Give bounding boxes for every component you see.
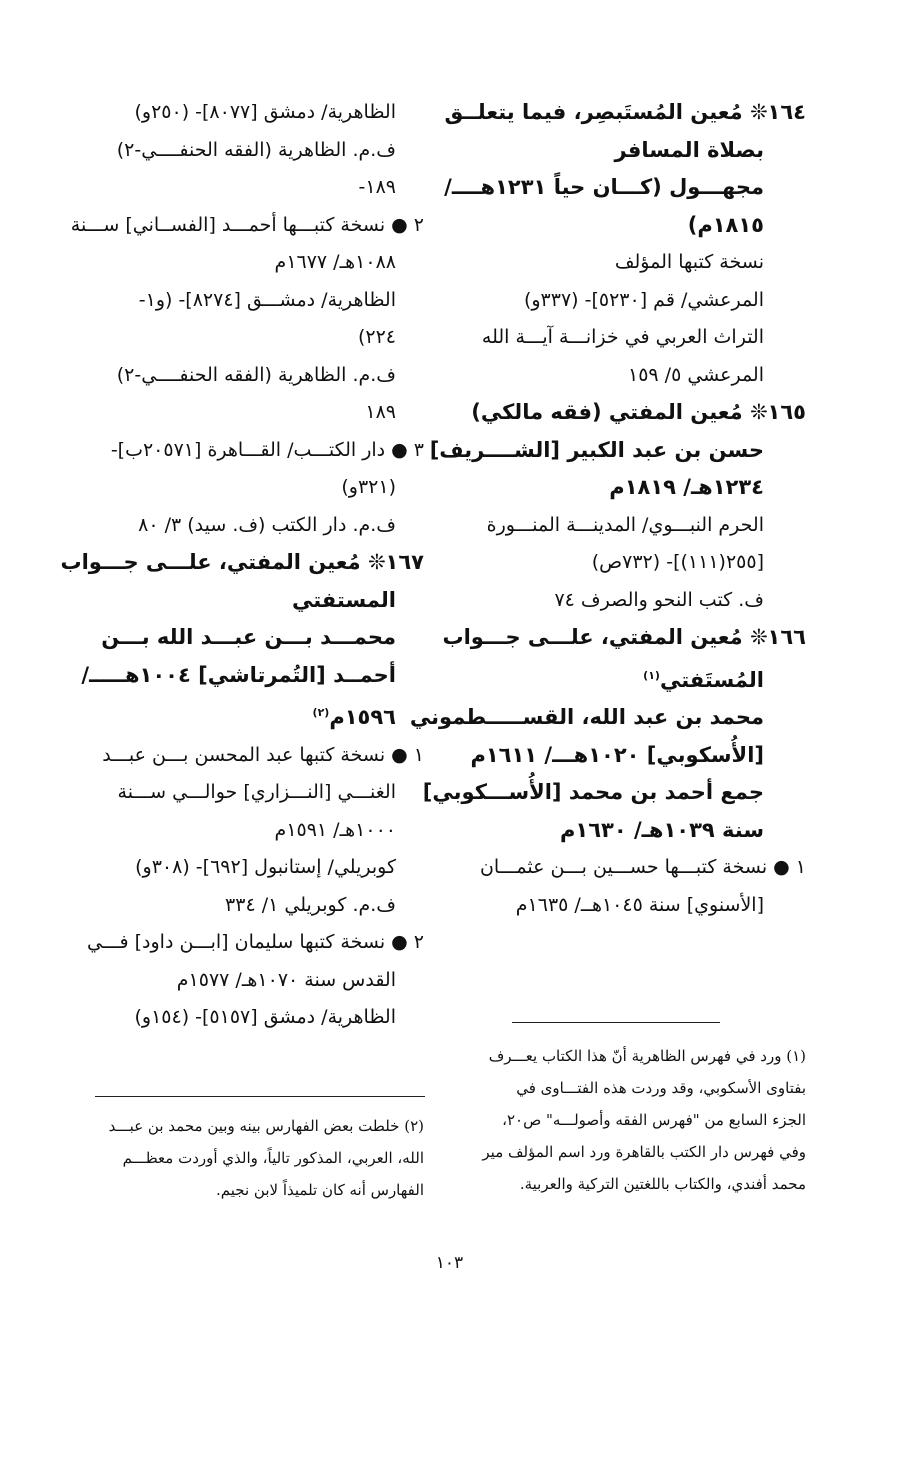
- entry-author-date: ١٢٣٤هـ/ ١٨١٩م: [609, 475, 764, 499]
- footnote-line: الله، العربي، المذكور تالياً، والذي أوردت معظـــم: [122, 1149, 424, 1167]
- manuscript-item-continued: الغنـــي [النـــزاري] حوالـــي ســـنة: [117, 781, 396, 803]
- entry-author-date: [84, 694, 424, 737]
- entry-heading-164: ١٦٤❊ مُعين المُستَبصِر، فيما يتعلــق: [444, 100, 806, 124]
- catalog-reference-continued: ١٨٩-: [358, 176, 396, 198]
- footnote-line: وفي فهرس دار الكتب بالقاهرة ورد اسم المؤلف مير: [482, 1143, 806, 1161]
- library-location-continued: [٢٥٥(١١١)]- (٧٣٢ص): [591, 551, 764, 573]
- library-location: الحرم النبـــوي/ المدينـــة المنـــورة: [486, 513, 764, 536]
- footnote-separator-right: [512, 1022, 720, 1023]
- library-location: الظاهرية/ دمشـــق [٨٢٧٤]- (و١-: [138, 288, 396, 311]
- footnote-right: [446, 1040, 806, 1200]
- manuscript-item-continued: القدس سنة ١٠٧٠هـ/ ١٥٧٧م: [176, 968, 396, 991]
- footnote-line: (١) ورد في فهرس الظاهرية أنّ هذا الكتاب يعـــرف: [488, 1047, 806, 1065]
- library-location-continued: ٢٢٤): [357, 326, 396, 348]
- catalog-reference: ف. كتب النحو والصرف ٧٤: [554, 588, 764, 611]
- catalog-reference: ف.م. الظاهرية (الفقه الحنفــــي-٢): [116, 138, 396, 161]
- entry-title-continued: المستفتي: [291, 587, 396, 612]
- entry-title-continued: بصلاة المسافر: [614, 137, 764, 162]
- entry-heading-166: ١٦٦❊ مُعين المفتي، علـــى جـــواب: [442, 625, 806, 649]
- manuscript-item-continued: ١٠٨٨هـ/ ١٦٧٧م: [274, 251, 396, 273]
- manuscript-item: ٢ ● نسخة كتبها سليمان [ابـــن داود] فـــي: [86, 931, 424, 953]
- library-location: المرعشي/ قم [٥٢٣٠]- (٣٣٧و): [523, 288, 764, 311]
- entry-title-text: المُستَفتي: [659, 667, 764, 692]
- left-column: [60, 94, 424, 1037]
- footnote-marker: (٢): [312, 706, 330, 719]
- entry-heading-165: ١٦٥❊ مُعين المفتي (فقه مالكي): [471, 400, 806, 424]
- footnote-line: محمد أفندي، والكتاب باللغتين التركية والعربية.: [519, 1175, 806, 1193]
- entry-date-text: ١٥٩٦م: [329, 705, 396, 729]
- entry-author: حسن بن عبد الكبير [الشــــريف]: [429, 437, 764, 462]
- library-location: كوبريلي/ إستانبول [٦٩٢]- (٣٠٨و): [135, 856, 396, 878]
- catalog-reference: التراث العربي في خزانـــة آيـــة الله: [481, 326, 764, 348]
- catalog-reference: ف.م. الظاهرية (الفقه الحنفــــي-٢): [116, 363, 396, 386]
- footnote-line: الجزء السابع من "فهرس الفقه وأصولـــه" ص٢٠،: [502, 1111, 806, 1129]
- entry-author-continued: أحمــد [التُمرتاشي] ١٠٠٤هـــــ/: [81, 662, 396, 687]
- entry-author: محمد بن عبد الله، القســـــطموني: [409, 705, 764, 729]
- manuscript-item: ١ ● نسخة كتبـــها حســـين بـــن عثمـــان: [479, 856, 806, 878]
- entry-compiler: جمع أحمد بن محمد [الأُســـكوبي]: [422, 780, 764, 804]
- manuscript-item: ٣ ● دار الكتـــب/ القـــاهرة [٢٠٥٧١ب]-: [110, 438, 424, 461]
- library-location: الظاهرية/ دمشق [٨٠٧٧]- (٢٥٠و): [134, 101, 396, 123]
- page-number: ١٠٣: [435, 1253, 464, 1273]
- catalog-reference-continued: ١٨٩: [365, 401, 396, 423]
- footnote-marker: (١): [643, 668, 660, 682]
- footnote-line: بفتاوى الأسكوبي، وقد وردت هذه الفتـــاوى في: [516, 1079, 806, 1097]
- catalog-reference: ف.م. كوبريلي ١/ ٣٣٤: [225, 893, 396, 916]
- manuscript-item-continued: (٣٢١و): [341, 476, 396, 498]
- entry-title-continued: [456, 657, 806, 700]
- entry-author-date: ١٨١٥م): [687, 212, 764, 237]
- manuscript-item-continued: ١٠٠٠هـ/ ١٥٩١م: [274, 818, 396, 841]
- entry-compiler-date: سنة ١٠٣٩هـ/ ١٦٣٠م: [560, 817, 764, 842]
- library-location: الظاهرية/ دمشق [٥١٥٧]- (١٥٤و): [134, 1006, 396, 1028]
- manuscript-item-continued: [الأسنوي] سنة ١٠٤٥هــ/ ١٦٣٥م: [515, 893, 764, 916]
- footnote-left: [84, 1110, 424, 1206]
- entry-author: مجهـــول (كـــان حياً ١٢٣١هــــ/: [444, 175, 764, 199]
- manuscript-item: ٢ ● نسخة كتبـــها أحمـــد [الفســاني] ســـنة: [70, 213, 424, 236]
- entry-heading-167: ١٦٧❊ مُعين المفتي، علـــى جـــواب: [60, 550, 424, 574]
- entry-author-date: [الأُسكوبي] ١٠٢٠هـــ/ ١٦١١م: [470, 742, 764, 767]
- footnote-line: الفهارس أنه كان تلميذاً لابن نجيم.: [216, 1181, 424, 1199]
- footnote-line: (٢) خلطت بعض الفهارس بينه وبين محمد بن عبـــد: [108, 1117, 424, 1135]
- entry-author: محمـــد بـــن عبـــد الله بـــن: [101, 625, 396, 649]
- catalog-reference: ف.م. دار الكتب (ف. سيد) ٣/ ٨٠: [138, 513, 396, 536]
- manuscript-item: ١ ● نسخة كتبها عبد المحسن بـــن عبـــد: [102, 743, 424, 766]
- right-column: [409, 94, 806, 924]
- manuscript-note: نسخة كتبها المؤلف: [614, 251, 764, 273]
- footnote-separator-left: [95, 1096, 425, 1097]
- catalog-reference-continued: المرعشي ٥/ ١٥٩: [628, 363, 764, 386]
